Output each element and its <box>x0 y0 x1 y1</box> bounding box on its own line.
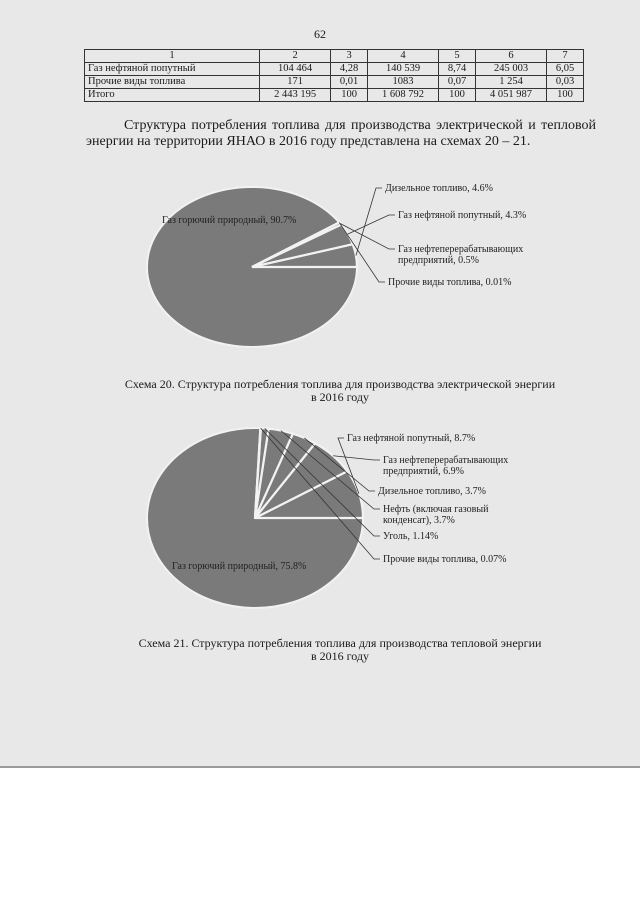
table-header-cell: 3 <box>331 50 368 63</box>
table-row <box>85 76 584 89</box>
table-cell: 0,03 <box>547 76 584 89</box>
table-header-cell: 5 <box>439 50 476 63</box>
table-cell: Итого <box>85 89 260 102</box>
caption-line: Схема 20. Структура потребления топлива для производства электрической энергии <box>124 377 556 391</box>
table-header-cell: 7 <box>547 50 584 63</box>
page-edge <box>0 766 640 768</box>
table-cell: 140 539 <box>367 63 438 76</box>
table-cell: 4,28 <box>331 63 368 76</box>
table-cell: 4 051 987 <box>475 89 546 102</box>
fuel-table <box>84 49 584 102</box>
pie-label: Газ нефтяной попутный, 4.3% <box>398 210 527 221</box>
pie-label: Дизельное топливо, 4.6% <box>385 183 493 194</box>
chart-caption-electric <box>100 378 580 404</box>
table-cell: 6,05 <box>547 63 584 76</box>
body-paragraph <box>86 118 596 150</box>
pie-chart-heat <box>0 418 640 628</box>
chart-caption-heat <box>100 637 580 663</box>
table-cell: 245 003 <box>475 63 546 76</box>
pie-label-line: Газ нефтеперерабатывающих <box>383 455 509 466</box>
pie-label-line: предприятий, 6.9% <box>383 466 464 477</box>
pie-leader-line <box>333 456 380 460</box>
table-cell: 0,07 <box>439 76 476 89</box>
table-row <box>85 63 584 76</box>
pie-label-line: конденсат), 3.7% <box>383 515 455 526</box>
pie-label: Газ нефтяной попутный, 8.7% <box>347 433 476 444</box>
table-row-total <box>85 89 584 102</box>
pie-label: Прочие виды топлива, 0.07% <box>383 554 507 565</box>
table-cell: 0,01 <box>331 76 368 89</box>
table-cell: Прочие виды топлива <box>85 76 260 89</box>
pie-label-line: предприятий, 0.5% <box>398 255 479 266</box>
caption-line: в 2016 году <box>310 390 370 404</box>
table-cell: 171 <box>260 76 331 89</box>
pie-label: Дизельное топливо, 3.7% <box>378 486 486 497</box>
table-cell: 104 464 <box>260 63 331 76</box>
table-header-cell: 6 <box>475 50 546 63</box>
pie-leader-line <box>356 188 382 255</box>
table-cell: 2 443 195 <box>260 89 331 102</box>
pie-label: Уголь, 1.14% <box>383 531 439 542</box>
table-header-cell: 4 <box>367 50 438 63</box>
table-cell: 1 608 792 <box>367 89 438 102</box>
table-cell: 1 254 <box>475 76 546 89</box>
table-header-row <box>85 50 584 63</box>
table-cell: 8,74 <box>439 63 476 76</box>
pie-label <box>383 504 489 526</box>
pie-label-main: Газ горючий природный, 90.7% <box>162 215 297 226</box>
pie-label <box>383 455 508 477</box>
pie-label-line: Газ нефтеперерабатывающих <box>398 244 524 255</box>
pie-label: Прочие виды топлива, 0.01% <box>388 277 512 288</box>
table-header-cell: 2 <box>260 50 331 63</box>
pie-label-line: Нефть (включая газовый <box>383 504 489 515</box>
table-cell: 100 <box>547 89 584 102</box>
table-cell: 100 <box>331 89 368 102</box>
pie-label-main: Газ горючий природный, 75.8% <box>172 561 307 572</box>
table-cell: 100 <box>439 89 476 102</box>
caption-line: Схема 21. Структура потребления топлива для производства тепловой энергии <box>138 636 542 650</box>
paragraph-text: Структура потребления топлива для производства электрической и тепловой энергии на территории ЯНАО в 2016 году представлена на схемах 20 – 21. <box>86 118 596 149</box>
pie-chart-electric <box>0 180 640 375</box>
table-header-cell: 1 <box>85 50 260 63</box>
pie-label <box>398 244 523 266</box>
table-cell: Газ нефтяной попутный <box>85 63 260 76</box>
page-number: 62 <box>314 27 326 41</box>
caption-line: в 2016 году <box>310 649 370 663</box>
table-cell: 1083 <box>367 76 438 89</box>
